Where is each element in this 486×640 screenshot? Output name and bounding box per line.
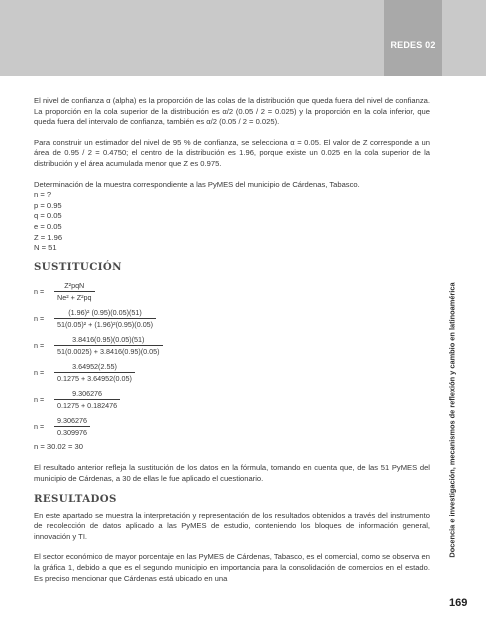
denominator: 51(0.05)² + (1.96)²(0.95)(0.05) <box>54 318 156 329</box>
fraction <box>54 308 156 329</box>
numerator: 3.8416(0.95)(0.05)(51) <box>72 335 145 345</box>
formula-result: n = 30.02 = 30 <box>34 442 83 452</box>
var-z: Z = 1.96 <box>34 232 63 242</box>
numerator: (1.96)² (0.95)(0.05)(51) <box>68 308 142 318</box>
fraction <box>54 281 95 302</box>
numerator: Z²pqN <box>64 281 85 291</box>
paragraph-economic-sector: El sector económico de mayor porcentaje en las PyMES de Cárdenas, Tabasco, es el comercial, como se observa en la gráfica 1, debido a que es el segundo municipio en importancia para la consolidación de comercios en el estado. Es preciso mencionar que Cárdenas está ubicado en una <box>34 552 430 583</box>
denominator: Ne² + Z²pq <box>54 291 95 302</box>
numerator: 9.306276 <box>72 389 103 399</box>
formula-step <box>34 413 430 440</box>
denominator: 0.309976 <box>54 426 90 437</box>
fraction <box>54 389 120 410</box>
denominator: 0.1275 + 3.64952(0.05) <box>54 372 135 383</box>
formula-step <box>34 332 430 359</box>
var-e: e = 0.05 <box>34 221 62 231</box>
fraction <box>54 416 90 437</box>
formula-step <box>34 359 430 386</box>
denominator: 51(0.0025) + 3.8416(0.95)(0.05) <box>54 345 163 356</box>
formula-step <box>34 305 430 332</box>
paragraph-sample: Determinación de la muestra correspondiente a las PyMES del municipio de Cárdenas, Tabasco. <box>34 179 360 189</box>
page-number: 169 <box>449 597 468 609</box>
formula-step <box>34 386 430 413</box>
heading-resultados: RESULTADOS <box>34 493 117 506</box>
fraction <box>54 335 163 356</box>
sample-size-formula <box>34 278 430 440</box>
var-p: p = 0.95 <box>34 200 62 210</box>
var-q: q = 0.05 <box>34 211 62 221</box>
page-body <box>34 96 430 594</box>
var-N: N = 51 <box>34 243 57 253</box>
formula-lhs: n = <box>34 367 45 377</box>
paragraph-estimator: Para construir un estimador del nivel de 95 % de confianza, se selecciona α = 0.05. El valor de Z corresponde a un área de 0.95 / 2 = 0.4750; el centro de la distribución es 1.96, porque existe un 0.025 en la cola superior de la distribución y el área acumulada menor que Z es 0.975. <box>34 137 430 168</box>
formula-lhs: n = <box>34 394 45 404</box>
heading-sustitucion: SUSTITUCIÓN <box>34 260 122 273</box>
variable-list <box>34 190 430 254</box>
numerator: 9.306276 <box>57 416 87 426</box>
running-header: REDES 02 <box>390 40 436 50</box>
formula-lhs: n = <box>34 340 45 350</box>
formula-lhs: n = <box>34 313 45 323</box>
var-n: n = ? <box>34 190 52 200</box>
header-tab <box>384 0 442 76</box>
formula-lhs: n = <box>34 286 45 296</box>
denominator: 0.1275 + 0.182476 <box>54 399 120 410</box>
fraction <box>54 362 135 383</box>
side-running-title-text: Docencia e investigación, mecanismos de reflexión y cambio en latinoamérica <box>447 282 457 558</box>
paragraph-substitution-note: El resultado anterior refleja la sustitución de los datos en la fórmula, tomando en cuenta que, de las 51 PyMES del municipio de Cárdenas, a 30 de ellas le fue aplicado el cuestionario. <box>34 462 430 483</box>
paragraph-results-intro: En este apartado se muestra la interpretación y representación de los resultados obtenidos a través del instrumento de recolección de datos aplicado a las PyMES de estudio, conteniendo los bloques de información general, innovación y TI. <box>34 510 430 541</box>
formula-step <box>34 278 430 305</box>
numerator: 3.64952(2.55) <box>72 362 117 372</box>
paragraph-alpha: El nivel de confianza α (alpha) es la proporción de las colas de la distribución que queda fuera del nivel de confianza. La proporción en la cola superior de la distribución es α/2 (0.05 / 2 = 0.025) y la proporción en la cola inferior, que queda fuera del intervalo de confianza, también es α/2 (0.05 / 2 = 0.025). <box>34 96 430 127</box>
formula-lhs: n = <box>34 421 45 431</box>
